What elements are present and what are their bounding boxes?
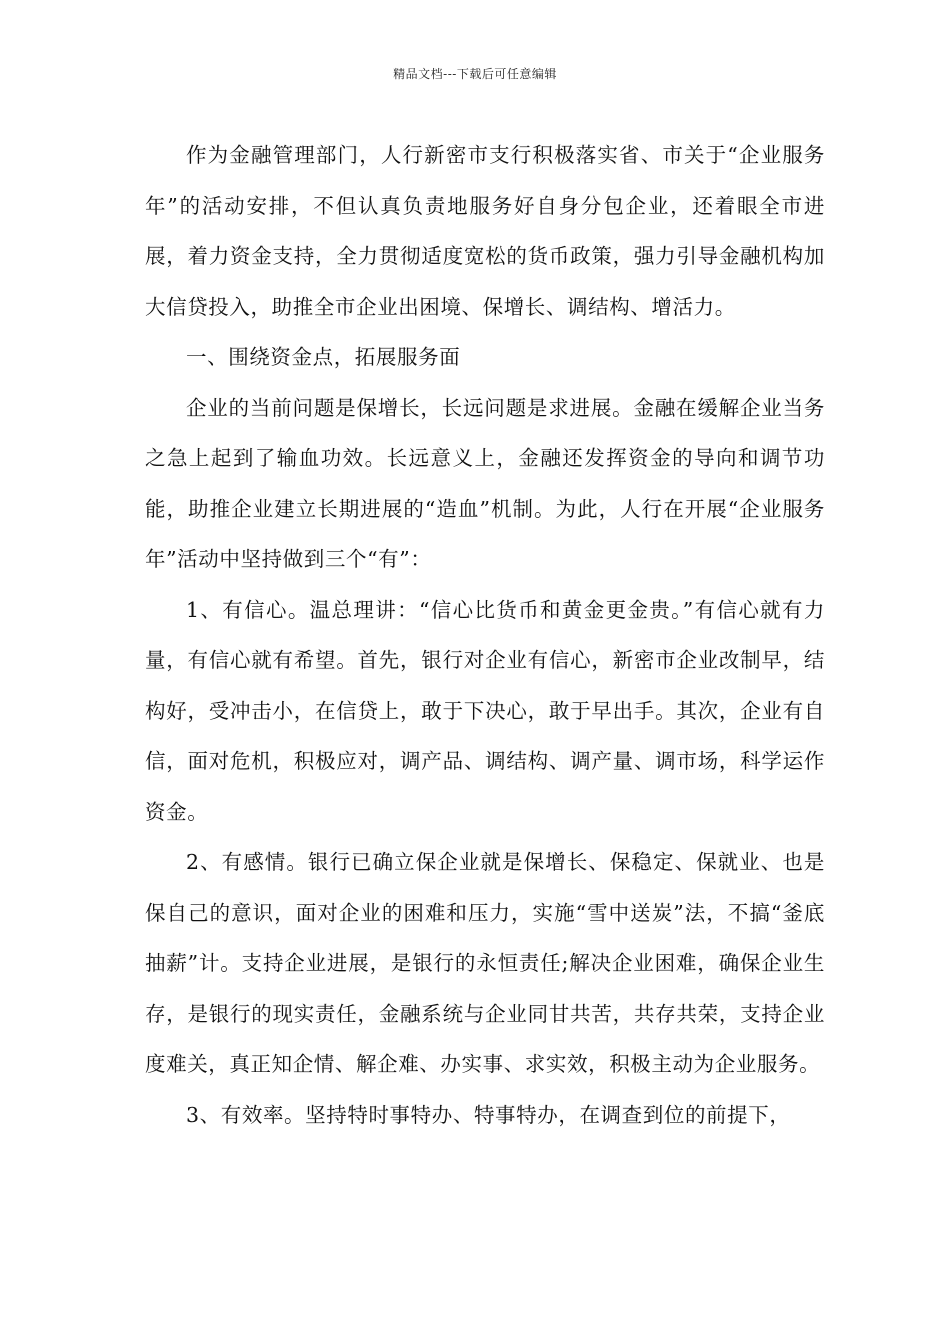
- paragraph-intro: 作为金融管理部门，人行新密市支行积极落实省、市关于“企业服务年”的活动安排，不但认真负责地服务好自身分包企业，还着眼全市进展，着力资金支持，全力贯彻适度宽松的货币政策，强力引导金融机构加大信贷投入，助推全市企业出困境、保增长、调结构、增活力。: [145, 143, 825, 319]
- page-header: 精品文档---下载后可任意编辑: [393, 67, 557, 81]
- section-heading: 一、围绕资金点，拓展服务面: [186, 345, 461, 369]
- paragraph-emotion: 2、有感情。银行已确立保企业就是保增长、保稳定、保就业、也是保自己的意识，面对企业的困难和压力，实施“雪中送炭”法，不搞“釜底抽薪”计。支持企业进展，是银行的永恒责任;解决企业困难，确保企业生存，是银行的现实责任，金融系统与企业同甘共苦，共存共荣，支持企业度难关，真正知企情、解企难、办实事、求实效，积极主动为企业服务。: [145, 850, 825, 1076]
- paragraph-development: 企业的当前问题是保增长，长远问题是求进展。金融在缓解企业当务之急上起到了输血功效。长远意义上，金融还发挥资金的导向和调节功能，助推企业建立长期进展的“造血”机制。为此，人行在开展“企业服务年”活动中坚持做到三个“有”：: [145, 395, 825, 571]
- document-body: [145, 130, 825, 1140]
- paragraph-efficiency: 3、有效率。坚持特时事特办、特事特办，在调查到位的前提下，: [186, 1102, 791, 1127]
- paragraph-confidence: 1、有信心。温总理讲：“信心比货币和黄金更金贵。”有信心就有力量，有信心就有希望。首先，银行对企业有信心，新密市企业改制早，结构好，受冲击小，在信贷上，敢于下决心，敢于早出手。其次，企业有自信，面对危机，积极应对，调产品、调结构、调产量、调市场，科学运作资金。: [145, 597, 825, 824]
